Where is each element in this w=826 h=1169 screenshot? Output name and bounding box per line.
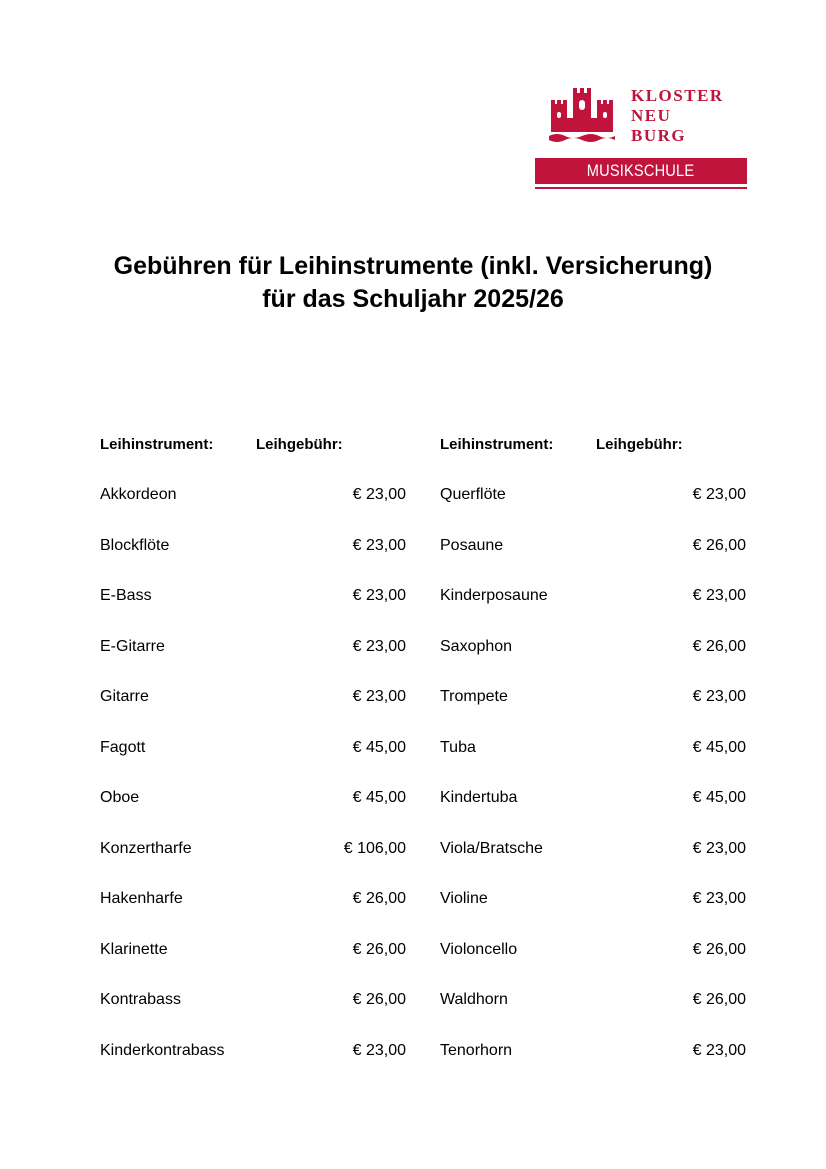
instrument-name: Posaune <box>440 536 504 554</box>
instrument-fee: € 26,00 <box>692 536 746 554</box>
instrument-fee: € 23,00 <box>352 486 406 503</box>
instrument-name: E-Gitarre <box>100 637 165 655</box>
table-row <box>100 686 406 737</box>
logo-word: NEU <box>631 106 672 125</box>
instrument-name: Oboe <box>100 789 140 806</box>
instrument-name: Klarinette <box>100 940 168 958</box>
table-row <box>100 838 406 889</box>
instrument-fee: € 26,00 <box>352 991 406 1008</box>
instrument-name: Blockflöte <box>100 536 170 554</box>
instrument-fee: € 106,00 <box>343 839 406 857</box>
table-row <box>440 989 746 1040</box>
page-title <box>0 250 826 316</box>
header-instrument: Leihinstrument: <box>100 436 214 453</box>
table-row <box>100 585 406 636</box>
instrument-name: Saxophon <box>440 637 513 655</box>
instrument-name: Fagott <box>100 738 146 756</box>
instrument-fee: € 23,00 <box>352 587 406 604</box>
instrument-fee: € 23,00 <box>352 688 406 705</box>
table-row <box>440 686 746 737</box>
table-row <box>440 888 746 939</box>
table-row <box>440 787 746 838</box>
fee-table-right <box>440 434 746 1059</box>
instrument-name: Tuba <box>440 738 476 756</box>
school-logo <box>535 86 747 190</box>
logo-wordmark <box>631 86 724 146</box>
instrument-fee: € 26,00 <box>692 637 746 655</box>
instrument-name: Violine <box>440 890 488 907</box>
instrument-fee: € 23,00 <box>692 688 746 705</box>
instrument-fee: € 23,00 <box>352 637 406 655</box>
instrument-name: Kindertuba <box>440 789 518 806</box>
castle-towers-icon <box>549 86 615 148</box>
header-fee: Leihgebühr: <box>256 436 343 453</box>
instrument-fee: € 23,00 <box>352 1041 406 1059</box>
logo-band <box>535 158 747 184</box>
instrument-fee: € 23,00 <box>692 486 746 503</box>
instrument-name: Waldhorn <box>440 991 508 1008</box>
instrument-name: Violoncello <box>440 940 518 958</box>
table-row <box>440 636 746 687</box>
instrument-name: E-Bass <box>100 587 152 604</box>
title-line-1: Gebühren für Leihinstrumente (inkl. Versicherung) <box>113 252 713 280</box>
instrument-fee: € 26,00 <box>352 940 406 958</box>
table-row <box>100 989 406 1040</box>
instrument-fee: € 23,00 <box>352 536 406 554</box>
table-header <box>100 434 406 456</box>
logo-word: KLOSTER <box>631 86 724 105</box>
instrument-name: Kinderposaune <box>440 587 548 604</box>
table-row <box>440 585 746 636</box>
logo-word: BURG <box>631 126 687 145</box>
instrument-fee: € 23,00 <box>692 890 746 907</box>
table-row <box>440 1040 746 1091</box>
table-row <box>440 484 746 535</box>
instrument-fee: € 45,00 <box>352 789 406 806</box>
instrument-name: Viola/Bratsche <box>440 839 543 857</box>
title-line-2: für das Schuljahr 2025/26 <box>262 285 564 313</box>
table-row <box>440 939 746 990</box>
instrument-fee: € 23,00 <box>692 587 746 604</box>
table-row <box>440 737 746 788</box>
instrument-fee: € 23,00 <box>692 1041 746 1059</box>
instrument-name: Tenorhorn <box>440 1041 513 1059</box>
instrument-name: Hakenharfe <box>100 890 183 907</box>
instrument-name: Konzertharfe <box>100 839 192 857</box>
instrument-name: Kontrabass <box>100 991 181 1008</box>
table-row <box>100 737 406 788</box>
table-rows <box>100 484 406 1090</box>
table-row <box>100 484 406 535</box>
logo-underline <box>535 187 747 189</box>
instrument-name: Trompete <box>440 688 508 705</box>
instrument-name: Gitarre <box>100 688 149 705</box>
header-instrument: Leihinstrument: <box>440 436 554 453</box>
instrument-fee: € 23,00 <box>692 839 746 857</box>
logo-band-label: MUSIKSCHULE <box>587 161 695 180</box>
table-row <box>100 1040 406 1091</box>
table-rows <box>440 484 746 1090</box>
header-fee: Leihgebühr: <box>596 436 683 453</box>
instrument-name: Querflöte <box>440 486 506 503</box>
table-row <box>100 535 406 586</box>
table-row <box>440 535 746 586</box>
table-header <box>440 434 746 456</box>
table-row <box>100 636 406 687</box>
table-row <box>100 939 406 990</box>
table-row <box>440 838 746 889</box>
instrument-fee: € 45,00 <box>692 738 746 756</box>
instrument-fee: € 45,00 <box>352 738 406 756</box>
table-row <box>100 888 406 939</box>
table-row <box>100 787 406 838</box>
instrument-name: Kinderkontrabass <box>100 1041 225 1059</box>
fee-table-left <box>100 434 406 1059</box>
instrument-fee: € 26,00 <box>692 940 746 958</box>
instrument-name: Akkordeon <box>100 486 177 503</box>
instrument-fee: € 45,00 <box>692 789 746 806</box>
instrument-fee: € 26,00 <box>692 991 746 1008</box>
instrument-fee: € 26,00 <box>352 890 406 907</box>
